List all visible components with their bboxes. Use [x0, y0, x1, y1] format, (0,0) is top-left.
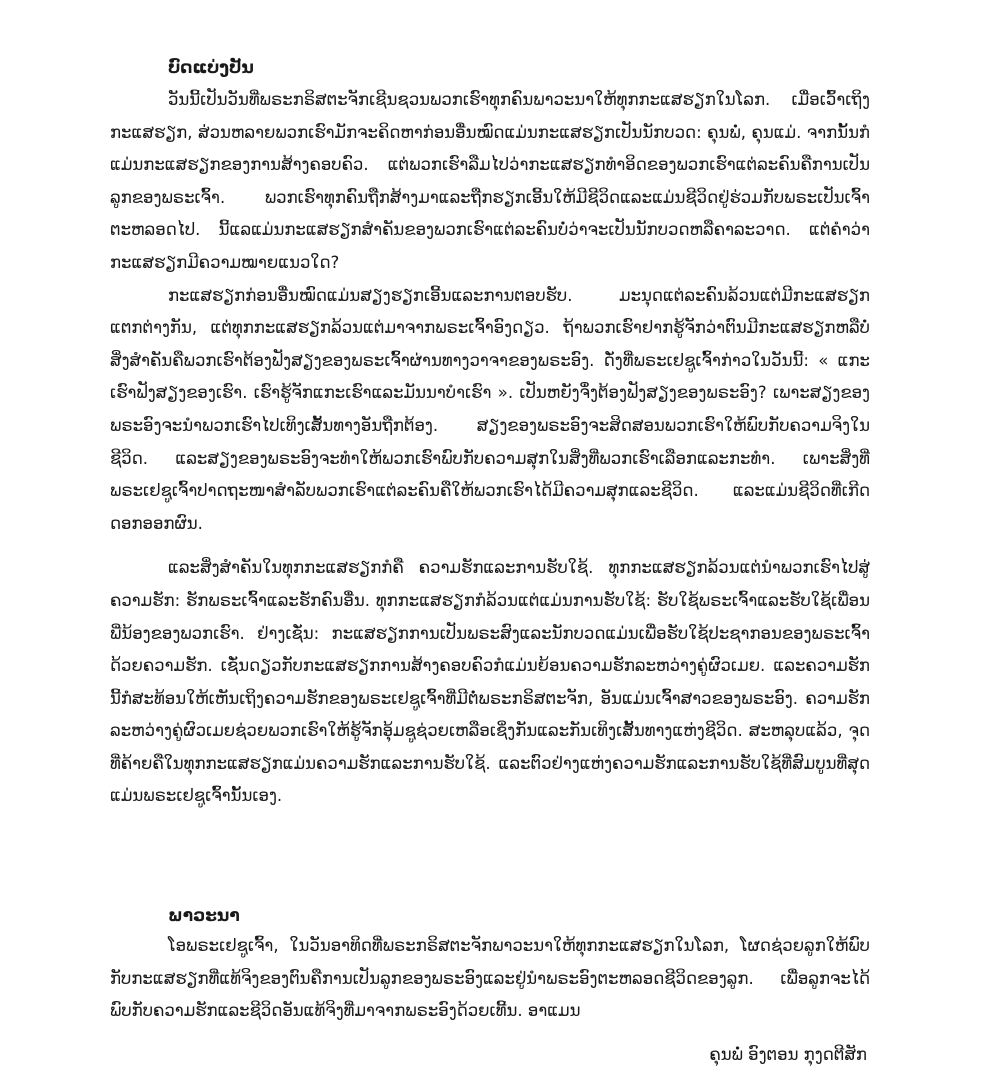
- reflection-body: [110, 84, 870, 813]
- reflection-paragraph-3: ແລະສິ່ງສຳຄັນໃນທຸກກະແສຮຽກກໍຄື ຄວາມຮັກແລະການຮັບໃຊ້. ທຸກກະແສຮຽກລ້ວນແຕ່ນຳພວກເຮົາໄປສູ່ຄວາມຮັກ: ຮັກພຣະເຈົ້າແລະຮັກຄົນອື່ນ. ທຸກກະແສຮຽກກໍລ້ວນແຕ່ແມ່ນການຮັບໃຊ້: ຮັບໃຊ້ພຣະເຈົ້າແລະຮັບໃຊ້ເພື່ອນພີ່ນ້ອງຂອງພວກເຮົາ. ຢ່າງເຊັ່ນ: ກະແສຮຽກການເປັນພຣະສົງແລະນັກບວດແມ່ນເພື່ອຮັບໃຊ້ປະຊາກອນຂອງພຣະເຈົ້າດ້ວຍຄວາມຮັກ. ເຊັ່ນດຽວກັບກະແສຮຽກການສ້າງຄອບຄົວກໍແມ່ນຍ້ອນຄວາມຮັກລະຫວ່າງຄູ່ຜົວເມຍ. ແລະຄວາມຮັກນີ້ກໍສະທ້ອນໃຫ້ເຫັນເຖິງຄວາມຮັກຂອງພຣະເຢຊູເຈົ້າທີ່ມີຕໍ່ພຣະກຣິສຕະຈັກ, ອັນແມ່ນເຈົ້າສາວຂອງພຣະອົງ. ຄວາມຮັກລະຫວ່າງຄູ່ຜົວເມຍຊ່ວຍພວກເຮົາໃຫ້ຮູ້ຈັກອຸ້ມຊູຊ່ວຍເຫລືອເຊິ່ງກັນແລະກັນເທິງເສັ້ນທາງແຫ່ງຊີວິດ. ສະຫລຸບແລ້ວ, ຈຸດທີ່ຄ້າຍຄືໃນທຸກກະແສຮຽກແມ່ນຄວາມຮັກແລະການຮັບໃຊ້. ແລະຕົວຢ່າງແຫ່ງຄວາມຮັກແລະການຮັບໃຊ້ທີ່ສົມບູນທີ່ສຸດແມ່ນພຣະເຢຊູເຈົ້ານັ້ນເອງ.: [110, 558, 870, 806]
- paragraph-spacer: [110, 540, 870, 552]
- reflection-paragraph-2: ກະແສຮຽກກ່ອນອື່ນໝົດແມ່ນສຽງຮຽກເອີ້ນແລະການຕອບຮັບ. ມະນຸດແຕ່ລະຄົນລ້ວນແຕ່ມີກະແສຮຽກແຕກຕ່າງກັນ, ແຕ່ທຸກກະແສຮຽກລ້ວນແຕ່ມາຈາກພຣະເຈົ້າອົງດຽວ. ຖ້າພວກເຮົາຢາກຮູ້ຈັກວ່າຕົນມີກະແສຮຽກຫລືບໍ່ ສິ່ງສຳຄັນຄືພວກເຮົາຕ້ອງຟັງສຽງຂອງພຣະເຈົ້າຜ່ານທາງວາຈາຂອງພຣະອົງ. ດັ່ງທີ່ພຣະເຢຊູເຈົ້າກ່າວໃນວັນນີ້: « ແກະເຮົາຟັງສຽງຂອງເຮົາ. ເຮົາຮູ້ຈັກແກະເຮົາແລະມັນນາບໍາເຮົາ ». ເປັນຫຍັງຈຶ່ງຕ້ອງຟັງສຽງຂອງພຣະອົງ? ເພາະສຽງຂອງພຣະອົງຈະນຳພວກເຮົາໄປເທິງເສັ້ນທາງອັນຖືກຕ້ອງ. ສຽງຂອງພຣະອົງຈະສິດສອນພວກເຮົາໃຫ້ພົບກັບຄວາມຈິງໃນຊີວິດ. ແລະສຽງຂອງພຣະອົງຈະທຳໃຫ້ພວກເຮົາພົບກັບຄວາມສຸກໃນສິ່ງທີ່ພວກເຮົາເລືອກແລະກະທຳ. ເພາະສິ່ງທີ່ພຣະເຢຊູເຈົ້າປາດຖະໜາສຳລັບພວກເຮົາແຕ່ລະຄົນຄືໃຫ້ພວກເຮົາໄດ້ມີຄວາມສຸກແລະຊີວິດ. ແລະແມ່ນຊີວິດທີ່ເກີດດອກອອກຜົນ.: [110, 285, 870, 533]
- author-signature: ຄຸນພໍ່ ອົງຕອນ ກຸງດຕີສັກ: [709, 1045, 867, 1064]
- prayer-body: [110, 930, 870, 1028]
- prayer-heading: ພາວະນາ: [168, 906, 240, 926]
- reflection-paragraph-1: ວັນນີ້ເປັນວັນທີ່ພຣະກຣິສຕະຈັກເຊີນຊວນພວກເຮົາທຸກຄົນພາວະນາໃຫ້ທຸກກະແສຮຽກໃນໂລກ. ເມື່ອເວົ້າເຖິງກະແສຮຽກ, ສ່ວນຫລາຍພວກເຮົາມັກຈະຄິດຫາກ່ອນອື່ນໝົດແມ່ນກະແສຮຽກເປັນນັກບວດ: ຄຸນພໍ່, ຄຸນແມ່. ຈາກນັ້ນກໍແມ່ນກະແສຮຽກຂອງການສ້າງຄອບຄົວ. ແຕ່ພວກເຮົາລືມໄປວ່າກະແສຮຽກທຳອິດຂອງພວກເຮົາແຕ່ລະຄົນຄືການເປັນລູກຂອງພຣະເຈົ້າ. ພວກເຮົາທຸກຄົນຖືກສ້າງມາແລະຖືກຮຽກເອີ້ນໃຫ້ມີຊີວິດແລະແມ່ນຊີວິດຢູ່ຮ່ວມກັບພຣະເປັນເຈົ້າຕະຫລອດໄປ. ນີ້ແລແມ່ນກະແສຮຽກສຳຄັນຂອງພວກເຮົາແຕ່ລະຄົນບໍ່ວ່າຈະເປັນນັກບວດຫລືຄາລະວາດ. ແຕ່ຄຳວ່າກະແສຮຽກມີຄວາມໝາຍແນວໃດ?: [110, 90, 870, 272]
- prayer-paragraph: ໂອພຣະເຢຊູເຈົ້າ, ໃນວັນອາທິດທີ່ພຣະກຣິສຕະຈັກພາວະນາໃຫ້ທຸກກະແສຮຽກໃນໂລກ, ໂຜດຊ່ວຍລູກໃຫ້ພົບກັບກະແສຮຽກທີ່ແທ້ຈິງຂອງຕົນຄືການເປັນລູກຂອງພຣະອົງແລະຢູ່ນຳພຣະອົງຕະຫລອດຊີວິດຂອງລູກ. ເພື່ອລູກຈະໄດ້ພົບກັບຄວາມຮັກແລະຊີວິດອັນແທ້ຈິງທີ່ມາຈາກພຣະອົງດ້ວຍເທີ້ນ. ອາແມນ: [110, 936, 870, 1021]
- reflection-heading: ບົດແບ່ງປັນ: [168, 58, 254, 78]
